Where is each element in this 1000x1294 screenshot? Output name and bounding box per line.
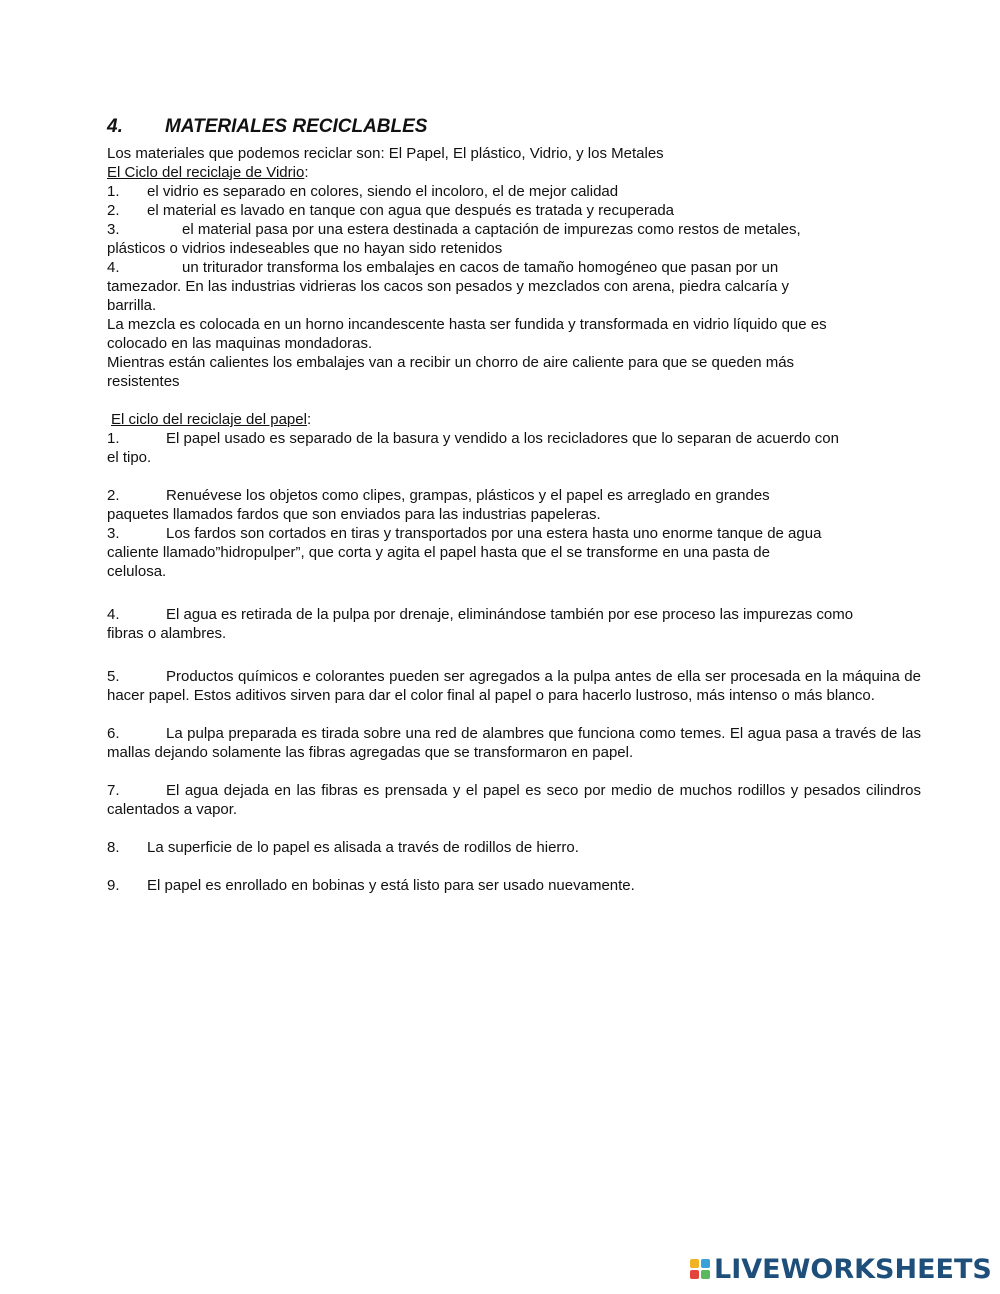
vidrio-step-3: 3. el material pasa por una estera destinada a captación de impurezas como restos de metales,: [107, 221, 801, 238]
logo-square: [701, 1259, 710, 1268]
liveworksheets-logo: [690, 1254, 992, 1284]
vidrio-step-4-cont: barrilla.: [107, 297, 157, 314]
vidrio-step-3-cont: plásticos o vidrios indeseables que no hayan sido retenidos: [107, 240, 503, 257]
document-page: [107, 116, 921, 895]
papel-step-8: 8. La superficie de lo papel es alisada a través de rodillos de hierro.: [107, 839, 579, 856]
papel-step-4-cont: fibras o alambres.: [107, 625, 227, 642]
papel-step-1-cont: el tipo.: [107, 449, 152, 466]
vidrio-step-4: 4. un triturador transforma los embalajes en cacos de tamaño homogéneo que pasan por un: [107, 259, 779, 276]
papel-step-9: 9. El papel es enrollado en bobinas y está listo para ser usado nuevamente.: [107, 877, 635, 894]
liveworksheets-logo-icon: [690, 1259, 710, 1279]
papel-step-3-cont: caliente llamado”hidropulper”, que corta y agita el papel hasta que el se transforme en una pasta de: [107, 544, 770, 561]
intro-text: Los materiales que podemos reciclar son: El Papel, El plástico, Vidrio, y los Metales: [107, 145, 664, 162]
papel-step-6: 6. La pulpa preparada es tirada sobre una red de alambres que funciona como temes. El agua pasa a través de las mallas dejando solamente las fibras agregadas que se transformaron en papel.: [107, 725, 921, 761]
vidrio-paragraph: La mezcla es colocada en un horno incandescente hasta ser fundida y transformada en vidrio líquido que es: [107, 316, 827, 333]
vidrio-subtitle: El Ciclo del reciclaje de Vidrio:: [107, 164, 309, 181]
section-heading: [107, 116, 921, 140]
liveworksheets-wordmark: LIVEWORKSHEETS: [714, 1253, 992, 1285]
section-number: 4.: [107, 116, 123, 137]
papel-step-5: 5. Productos químicos e colorantes pueden ser agregados a la pulpa antes de ella ser procesada en la máquina de hacer papel. Estos aditivos sirven para dar el color final al papel o para hacerlo lustroso, más intenso o más blanco.: [107, 668, 921, 704]
papel-step-3-cont: celulosa.: [107, 563, 167, 580]
papel-title: El ciclo del reciclaje del papel: [111, 411, 307, 428]
vidrio-step-1: 1. el vidrio es separado en colores, siendo el incoloro, el de mejor calidad: [107, 183, 619, 200]
vidrio-title: El Ciclo del reciclaje de Vidrio: [107, 164, 305, 181]
papel-step-2: 2. Renuévese los objetos como clipes, grampas, plásticos y el papel es arreglado en grandes: [107, 487, 770, 504]
vidrio-paragraph: colocado en las maquinas mondadoras.: [107, 335, 373, 352]
vidrio-step-2: 2. el material es lavado en tanque con agua que después es tratada y recuperada: [107, 202, 675, 219]
vidrio-paragraph: resistentes: [107, 373, 180, 390]
section-title: MATERIALES RECICLABLES: [165, 116, 428, 137]
papel-step-7: 7. El agua dejada en las fibras es prensada y el papel es seco por medio de muchos rodillos y pesados cilindros calentados a vapor.: [107, 782, 921, 818]
papel-subtitle: El ciclo del reciclaje del papel:: [111, 411, 312, 428]
vidrio-paragraph: Mientras están calientes los embalajes van a recibir un chorro de aire caliente para que se queden más: [107, 354, 795, 371]
papel-step-2-cont: paquetes llamados fardos que son enviados para las industrias papeleras.: [107, 506, 601, 523]
logo-square: [690, 1259, 699, 1268]
logo-square: [701, 1270, 710, 1279]
papel-step-1: 1. El papel usado es separado de la basura y vendido a los recicladores que lo separan de acuerdo con: [107, 430, 839, 447]
papel-step-4: 4. El agua es retirada de la pulpa por drenaje, eliminándose también por ese proceso las impurezas como: [107, 606, 854, 623]
papel-step-3: 3. Los fardos son cortados en tiras y transportados por una estera hasta uno enorme tanque de agua: [107, 525, 822, 542]
vidrio-step-4-cont: tamezador. En las industrias vidrieras los cacos son pesados y mezclados con arena, piedra calcaría y: [107, 278, 790, 295]
logo-square: [690, 1270, 699, 1279]
